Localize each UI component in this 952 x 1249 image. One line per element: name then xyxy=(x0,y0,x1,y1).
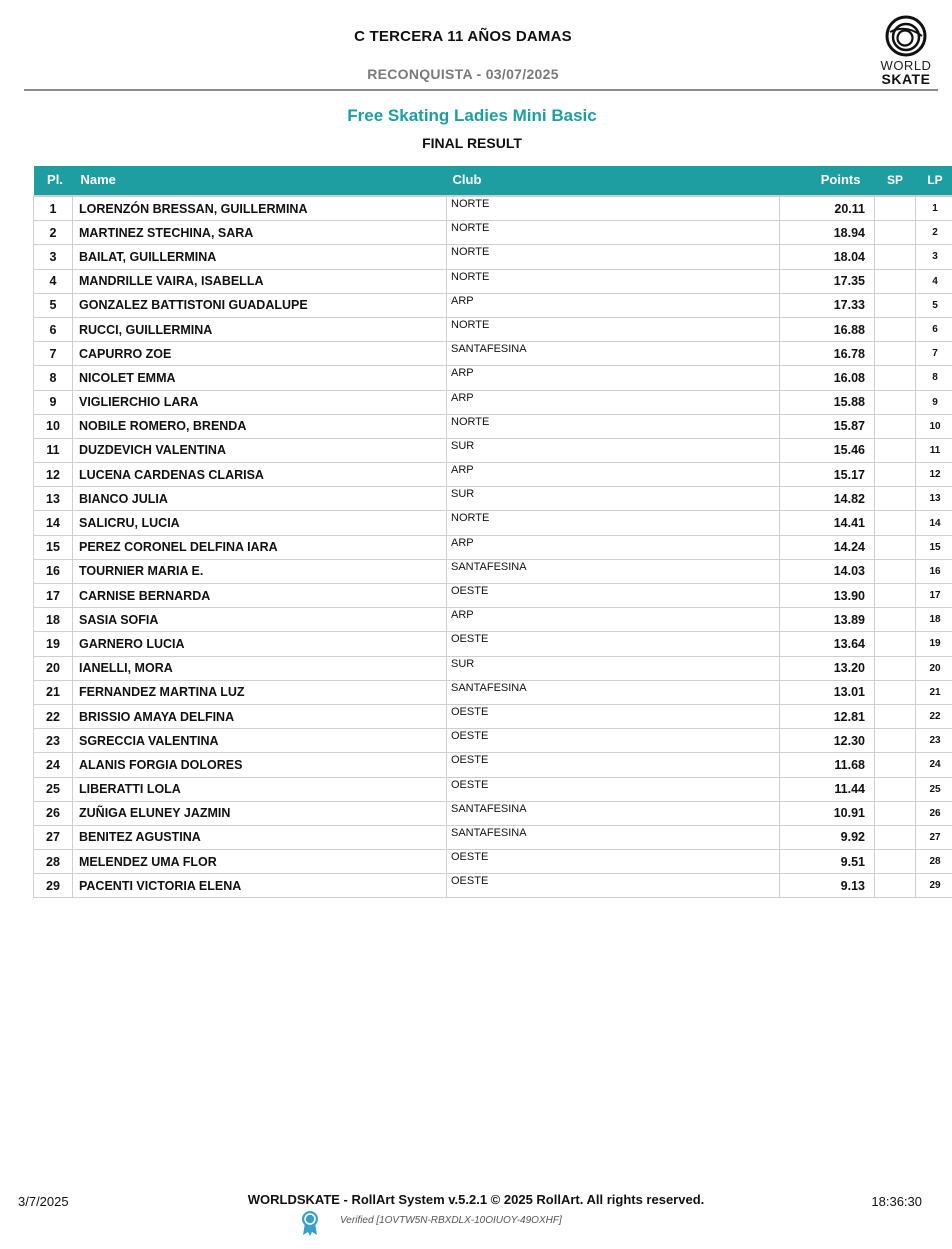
table-row xyxy=(34,390,952,414)
table-row xyxy=(34,584,952,608)
points-cell: 15.17 xyxy=(780,463,875,487)
name-cell: BRISSIO AMAYA DELFINA xyxy=(73,704,447,728)
name-cell: MELENDEZ UMA FLOR xyxy=(73,850,447,874)
name-cell: LUCENA CARDENAS CLARISA xyxy=(73,463,447,487)
lp-cell: 6 xyxy=(916,317,952,341)
club-cell: OESTE xyxy=(447,850,780,874)
table-row xyxy=(34,438,952,462)
points-cell: 15.46 xyxy=(780,438,875,462)
place-cell: 19 xyxy=(34,632,73,656)
points-cell: 9.92 xyxy=(780,825,875,849)
lp-cell: 16 xyxy=(916,559,952,583)
name-cell: DUZDEVICH VALENTINA xyxy=(73,438,447,462)
lp-cell: 29 xyxy=(916,874,952,898)
name-cell: SGRECCIA VALENTINA xyxy=(73,729,447,753)
sp-cell xyxy=(875,196,916,221)
points-cell: 16.78 xyxy=(780,342,875,366)
place-cell: 15 xyxy=(34,535,73,559)
sp-cell xyxy=(875,511,916,535)
points-cell: 9.51 xyxy=(780,850,875,874)
place-cell: 21 xyxy=(34,680,73,704)
table-row xyxy=(34,874,952,898)
lp-cell: 10 xyxy=(916,414,952,438)
document-title: C TERCERA 11 AÑOS DAMAS xyxy=(354,28,572,45)
table-row xyxy=(34,608,952,632)
place-cell: 4 xyxy=(34,269,73,293)
sp-cell xyxy=(875,608,916,632)
place-cell: 23 xyxy=(34,729,73,753)
table-row xyxy=(34,825,952,849)
lp-cell: 23 xyxy=(916,729,952,753)
place-cell: 17 xyxy=(34,584,73,608)
name-cell: CAPURRO ZOE xyxy=(73,342,447,366)
lp-cell: 11 xyxy=(916,438,952,462)
club-cell: OESTE xyxy=(447,874,780,898)
club-cell: OESTE xyxy=(447,632,780,656)
place-cell: 9 xyxy=(34,390,73,414)
place-cell: 12 xyxy=(34,463,73,487)
points-cell: 12.30 xyxy=(780,729,875,753)
name-cell: PACENTI VICTORIA ELENA xyxy=(73,874,447,898)
points-cell: 14.41 xyxy=(780,511,875,535)
points-cell: 13.89 xyxy=(780,608,875,632)
points-cell: 16.08 xyxy=(780,366,875,390)
sp-cell xyxy=(875,874,916,898)
points-cell: 18.94 xyxy=(780,221,875,245)
name-cell: BAILAT, GUILLERMINA xyxy=(73,245,447,269)
sp-cell xyxy=(875,390,916,414)
sp-cell xyxy=(875,584,916,608)
points-cell: 15.88 xyxy=(780,390,875,414)
place-cell: 8 xyxy=(34,366,73,390)
points-cell: 17.35 xyxy=(780,269,875,293)
footer-date: 3/7/2025 xyxy=(18,1194,69,1209)
sp-cell xyxy=(875,269,916,293)
place-cell: 26 xyxy=(34,801,73,825)
name-cell: VIGLIERCHIO LARA xyxy=(73,390,447,414)
sp-cell xyxy=(875,221,916,245)
sp-cell xyxy=(875,438,916,462)
name-cell: IANELLI, MORA xyxy=(73,656,447,680)
verification-code: Verified [1OVTW5N-RBXDLX-10OIUOY-49OXHF] xyxy=(340,1215,562,1226)
lp-cell: 25 xyxy=(916,777,952,801)
lp-cell: 12 xyxy=(916,463,952,487)
sp-cell xyxy=(875,463,916,487)
sp-cell xyxy=(875,559,916,583)
place-cell: 11 xyxy=(34,438,73,462)
name-cell: LORENZÓN BRESSAN, GUILLERMINA xyxy=(73,196,447,221)
name-cell: MANDRILLE VAIRA, ISABELLA xyxy=(73,269,447,293)
points-cell: 13.01 xyxy=(780,680,875,704)
table-row xyxy=(34,559,952,583)
document-subtitle: RECONQUISTA - 03/07/2025 xyxy=(367,66,559,82)
name-cell: NICOLET EMMA xyxy=(73,366,447,390)
sp-cell xyxy=(875,680,916,704)
header-divider xyxy=(24,89,938,91)
sp-cell xyxy=(875,704,916,728)
place-cell: 7 xyxy=(34,342,73,366)
lp-cell: 13 xyxy=(916,487,952,511)
lp-cell: 8 xyxy=(916,366,952,390)
club-cell: SUR xyxy=(447,656,780,680)
points-cell: 9.13 xyxy=(780,874,875,898)
club-cell: NORTE xyxy=(447,317,780,341)
name-cell: SASIA SOFIA xyxy=(73,608,447,632)
footer-copyright: WORLDSKATE - RollArt System v.5.2.1 © 2025 RollArt. All rights reserved. xyxy=(247,1192,705,1207)
club-cell: NORTE xyxy=(447,221,780,245)
results-body xyxy=(34,196,952,898)
points-cell: 20.11 xyxy=(780,196,875,221)
table-row xyxy=(34,777,952,801)
place-cell: 6 xyxy=(34,317,73,341)
table-row xyxy=(34,535,952,559)
place-cell: 20 xyxy=(34,656,73,680)
sp-cell xyxy=(875,656,916,680)
lp-cell: 3 xyxy=(916,245,952,269)
table-row xyxy=(34,221,952,245)
sp-cell xyxy=(875,245,916,269)
place-cell: 28 xyxy=(34,850,73,874)
lp-cell: 27 xyxy=(916,825,952,849)
name-cell: RUCCI, GUILLERMINA xyxy=(73,317,447,341)
club-cell: OESTE xyxy=(447,753,780,777)
points-cell: 16.88 xyxy=(780,317,875,341)
points-cell: 13.20 xyxy=(780,656,875,680)
club-cell: OESTE xyxy=(447,777,780,801)
sp-cell xyxy=(875,535,916,559)
lp-cell: 28 xyxy=(916,850,952,874)
points-cell: 14.24 xyxy=(780,535,875,559)
sp-cell xyxy=(875,777,916,801)
table-row xyxy=(34,704,952,728)
sp-cell xyxy=(875,753,916,777)
club-cell: SANTAFESINA xyxy=(447,680,780,704)
table-row xyxy=(34,487,952,511)
club-cell: ARP xyxy=(447,366,780,390)
sp-cell xyxy=(875,414,916,438)
place-cell: 3 xyxy=(34,245,73,269)
club-cell: SANTAFESINA xyxy=(447,342,780,366)
table-row xyxy=(34,680,952,704)
result-stage: FINAL RESULT xyxy=(422,135,522,151)
table-row xyxy=(34,269,952,293)
club-cell: OESTE xyxy=(447,729,780,753)
lp-cell: 21 xyxy=(916,680,952,704)
club-cell: ARP xyxy=(447,535,780,559)
logo-text-world: WORLD xyxy=(880,58,932,73)
points-cell: 14.82 xyxy=(780,487,875,511)
name-cell: GONZALEZ BATTISTONI GUADALUPE xyxy=(73,293,447,317)
lp-cell: 20 xyxy=(916,656,952,680)
name-cell: BENITEZ AGUSTINA xyxy=(73,825,447,849)
club-cell: ARP xyxy=(447,390,780,414)
points-cell: 17.33 xyxy=(780,293,875,317)
club-cell: NORTE xyxy=(447,245,780,269)
club-cell: SANTAFESINA xyxy=(447,825,780,849)
place-cell: 22 xyxy=(34,704,73,728)
lp-cell: 24 xyxy=(916,753,952,777)
club-cell: SUR xyxy=(447,438,780,462)
sp-cell xyxy=(875,632,916,656)
table-row xyxy=(34,753,952,777)
lp-cell: 22 xyxy=(916,704,952,728)
lp-cell: 14 xyxy=(916,511,952,535)
points-cell: 14.03 xyxy=(780,559,875,583)
sp-cell xyxy=(875,342,916,366)
world-skate-logo-icon xyxy=(884,14,928,58)
column-header-place: Pl. xyxy=(34,166,73,196)
table-row xyxy=(34,463,952,487)
place-cell: 24 xyxy=(34,753,73,777)
results-table xyxy=(33,166,952,898)
column-header-club: Club xyxy=(447,166,780,196)
name-cell: NOBILE ROMERO, BRENDA xyxy=(73,414,447,438)
table-row xyxy=(34,342,952,366)
lp-cell: 1 xyxy=(916,196,952,221)
points-cell: 12.81 xyxy=(780,704,875,728)
points-cell: 13.64 xyxy=(780,632,875,656)
place-cell: 18 xyxy=(34,608,73,632)
lp-cell: 18 xyxy=(916,608,952,632)
club-cell: OESTE xyxy=(447,584,780,608)
club-cell: SUR xyxy=(447,487,780,511)
place-cell: 14 xyxy=(34,511,73,535)
name-cell: BIANCO JULIA xyxy=(73,487,447,511)
table-row xyxy=(34,850,952,874)
club-cell: NORTE xyxy=(447,414,780,438)
points-cell: 15.87 xyxy=(780,414,875,438)
table-header-row xyxy=(34,166,952,196)
place-cell: 10 xyxy=(34,414,73,438)
table-row xyxy=(34,632,952,656)
name-cell: GARNERO LUCIA xyxy=(73,632,447,656)
name-cell: LIBERATTI LOLA xyxy=(73,777,447,801)
name-cell: FERNANDEZ MARTINA LUZ xyxy=(73,680,447,704)
table-row xyxy=(34,196,952,221)
name-cell: PEREZ CORONEL DELFINA IARA xyxy=(73,535,447,559)
points-cell: 13.90 xyxy=(780,584,875,608)
table-row xyxy=(34,801,952,825)
place-cell: 13 xyxy=(34,487,73,511)
club-cell: OESTE xyxy=(447,704,780,728)
column-header-name: Name xyxy=(73,166,447,196)
verified-ribbon-icon xyxy=(300,1210,320,1236)
name-cell: MARTINEZ STECHINA, SARA xyxy=(73,221,447,245)
place-cell: 27 xyxy=(34,825,73,849)
name-cell: SALICRU, LUCIA xyxy=(73,511,447,535)
table-row xyxy=(34,511,952,535)
club-cell: ARP xyxy=(447,463,780,487)
club-cell: NORTE xyxy=(447,269,780,293)
lp-cell: 4 xyxy=(916,269,952,293)
name-cell: TOURNIER MARIA E. xyxy=(73,559,447,583)
table-row xyxy=(34,366,952,390)
club-cell: ARP xyxy=(447,293,780,317)
points-cell: 10.91 xyxy=(780,801,875,825)
club-cell: NORTE xyxy=(447,196,780,221)
sp-cell xyxy=(875,317,916,341)
name-cell: ZUÑIGA ELUNEY JAZMIN xyxy=(73,801,447,825)
table-row xyxy=(34,245,952,269)
place-cell: 2 xyxy=(34,221,73,245)
column-header-points: Points xyxy=(780,166,875,196)
club-cell: SANTAFESINA xyxy=(447,559,780,583)
lp-cell: 15 xyxy=(916,535,952,559)
place-cell: 29 xyxy=(34,874,73,898)
club-cell: ARP xyxy=(447,608,780,632)
sp-cell xyxy=(875,366,916,390)
sp-cell xyxy=(875,825,916,849)
column-header-sp: SP xyxy=(875,166,916,196)
footer-time: 18:36:30 xyxy=(871,1194,922,1209)
place-cell: 5 xyxy=(34,293,73,317)
event-name: Free Skating Ladies Mini Basic xyxy=(347,106,597,125)
logo-text-skate: SKATE xyxy=(881,71,931,87)
lp-cell: 26 xyxy=(916,801,952,825)
table-row xyxy=(34,656,952,680)
club-cell: NORTE xyxy=(447,511,780,535)
lp-cell: 2 xyxy=(916,221,952,245)
club-cell: SANTAFESINA xyxy=(447,801,780,825)
points-cell: 11.68 xyxy=(780,753,875,777)
lp-cell: 9 xyxy=(916,390,952,414)
sp-cell xyxy=(875,729,916,753)
table-row xyxy=(34,317,952,341)
place-cell: 1 xyxy=(34,196,73,221)
table-row xyxy=(34,729,952,753)
sp-cell xyxy=(875,801,916,825)
world-skate-logo xyxy=(871,12,941,90)
place-cell: 16 xyxy=(34,559,73,583)
sp-cell xyxy=(875,487,916,511)
sp-cell xyxy=(875,850,916,874)
lp-cell: 19 xyxy=(916,632,952,656)
lp-cell: 7 xyxy=(916,342,952,366)
name-cell: ALANIS FORGIA DOLORES xyxy=(73,753,447,777)
name-cell: CARNISE BERNARDA xyxy=(73,584,447,608)
column-header-lp: LP xyxy=(916,166,952,196)
points-cell: 18.04 xyxy=(780,245,875,269)
lp-cell: 17 xyxy=(916,584,952,608)
sp-cell xyxy=(875,293,916,317)
table-row xyxy=(34,293,952,317)
table-row xyxy=(34,414,952,438)
place-cell: 25 xyxy=(34,777,73,801)
points-cell: 11.44 xyxy=(780,777,875,801)
lp-cell: 5 xyxy=(916,293,952,317)
